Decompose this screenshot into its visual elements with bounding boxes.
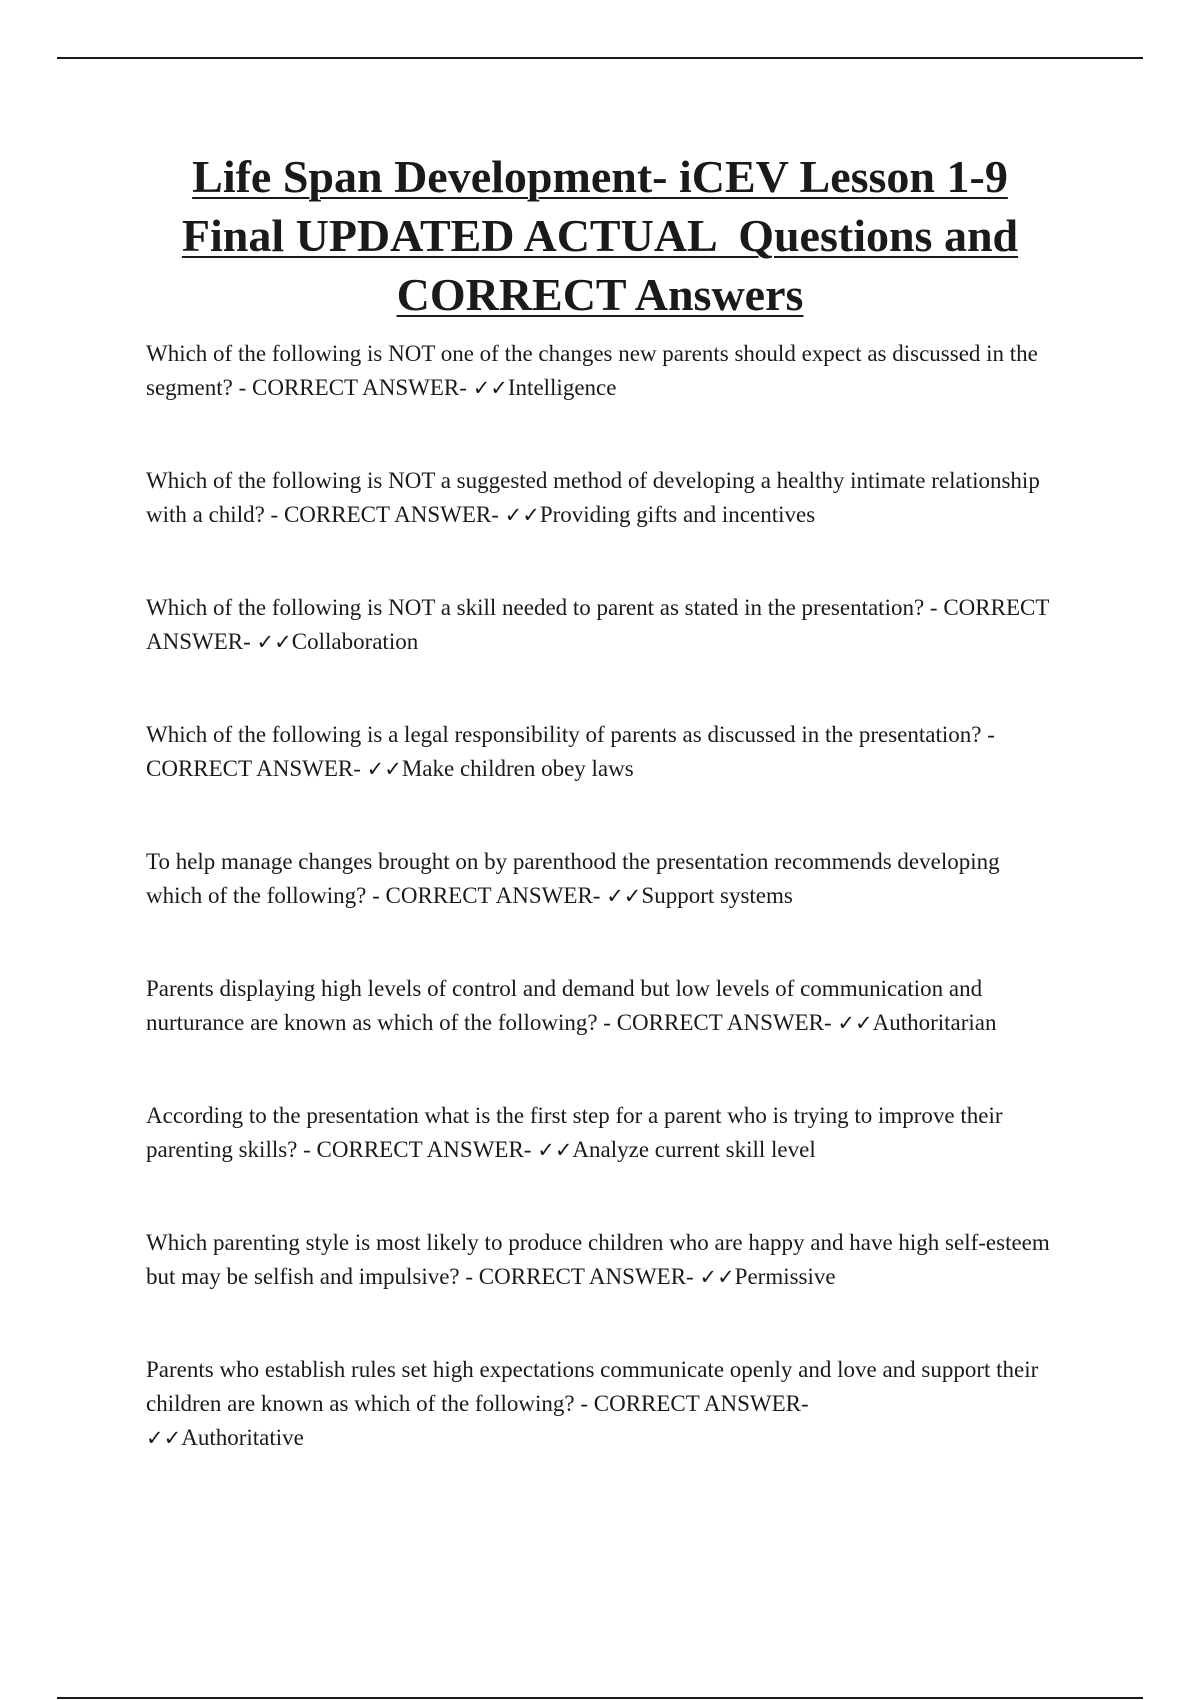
title-line-3: CORRECT Answers [396, 269, 804, 320]
correct-answer-label: - CORRECT ANSWER- [270, 502, 499, 527]
answer-text: Collaboration [291, 629, 419, 654]
check-mark-icon: ✓✓ [606, 884, 642, 908]
top-rule [57, 57, 1143, 59]
question-text: Which of the following is NOT a suggested method of developing a healthy intimate relationship with a child? [146, 468, 1040, 527]
title-line-1: Life Span Development- iCEV Lesson 1-9 [192, 151, 1008, 202]
question-item-5 [146, 845, 1061, 913]
answer-text: Permissive [734, 1264, 836, 1289]
check-mark-icon: ✓✓ [837, 1011, 873, 1035]
correct-answer-label: - CORRECT ANSWER- [146, 722, 995, 781]
answer-text: Providing gifts and incentives [539, 502, 816, 527]
bottom-rule [57, 1697, 1143, 1699]
question-item-1 [146, 337, 1061, 405]
question-item-4 [146, 718, 1061, 786]
answer-text: Analyze current skill level [572, 1137, 816, 1162]
answer-text: Intelligence [507, 375, 617, 400]
question-item-8 [146, 1226, 1061, 1294]
question-text: Which parenting style is most likely to produce children who are happy and have high self-esteem but may be selfish and impulsive? [146, 1230, 1050, 1289]
correct-answer-label: - CORRECT ANSWER- [238, 375, 467, 400]
question-item-2 [146, 464, 1061, 532]
answer-text: Make children obey laws [401, 756, 634, 781]
check-mark-icon: ✓✓ [537, 1138, 573, 1162]
check-mark-icon: ✓✓ [146, 1426, 182, 1450]
answer-text: Authoritative [181, 1425, 304, 1450]
question-text: Which of the following is NOT a skill needed to parent as stated in the presentation? [146, 595, 925, 620]
question-text: Which of the following is NOT one of the changes new parents should expect as discussed in the segment? [146, 341, 1038, 400]
answer-text: Authoritarian [872, 1010, 997, 1035]
question-text: Which of the following is a legal responsibility of parents as discussed in the presentation? [146, 722, 982, 747]
document-title [110, 147, 1090, 324]
question-text: Parents displaying high levels of control and demand but low levels of communication and nurturance are known as which of the following? [146, 976, 983, 1035]
correct-answer-label: - CORRECT ANSWER- [146, 595, 1049, 654]
correct-answer-label: - CORRECT ANSWER- [303, 1137, 532, 1162]
question-text: To help manage changes brought on by parenthood the presentation recommends developing which of the following? [146, 849, 1000, 908]
question-item-9 [146, 1353, 1061, 1455]
answer-text: Support systems [641, 883, 793, 908]
question-item-7 [146, 1099, 1061, 1167]
check-mark-icon: ✓✓ [699, 1265, 735, 1289]
question-item-3 [146, 591, 1061, 659]
check-mark-icon: ✓✓ [256, 630, 292, 654]
correct-answer-label: - CORRECT ANSWER- [603, 1010, 832, 1035]
correct-answer-label: - CORRECT ANSWER- [465, 1264, 694, 1289]
title-line-2: Final UPDATED ACTUAL Questions and [181, 210, 1019, 261]
check-mark-icon: ✓✓ [504, 503, 540, 527]
correct-answer-label: - CORRECT ANSWER- [580, 1391, 809, 1416]
question-text: According to the presentation what is the first step for a parent who is trying to improve their parenting skills? [146, 1103, 1003, 1162]
correct-answer-label: - CORRECT ANSWER- [372, 883, 601, 908]
check-mark-icon: ✓✓ [366, 757, 402, 781]
question-list [146, 337, 1061, 1455]
question-text: Parents who establish rules set high expectations communicate openly and love and support their children are known as which of the following? [146, 1357, 1039, 1416]
question-item-6 [146, 972, 1061, 1040]
check-mark-icon: ✓✓ [472, 376, 508, 400]
